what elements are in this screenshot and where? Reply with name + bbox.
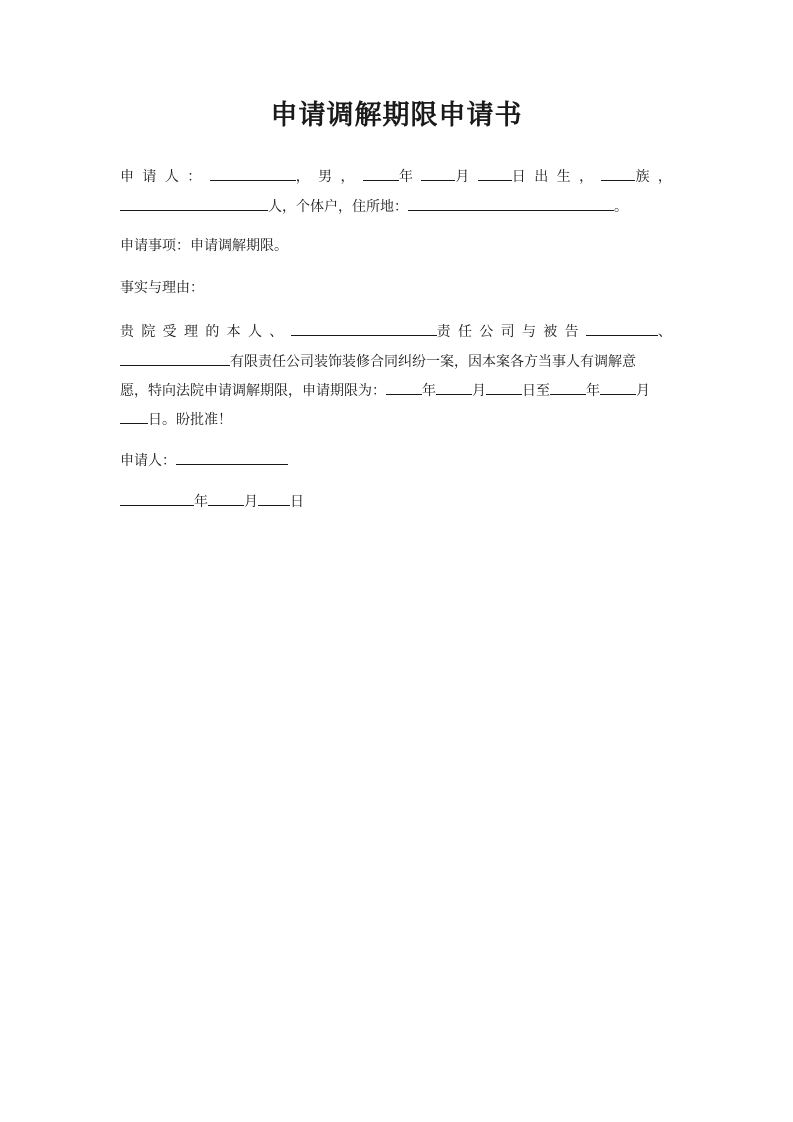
date-month-blank[interactable] bbox=[208, 491, 244, 506]
applicant-line-1 bbox=[120, 166, 672, 187]
end-year-blank[interactable] bbox=[550, 380, 586, 395]
facts-line-3 bbox=[120, 380, 672, 401]
defendant-blank[interactable] bbox=[586, 321, 658, 336]
company-blank[interactable] bbox=[291, 321, 437, 336]
application-matter: 申请事项：申请调解期限。 bbox=[120, 238, 288, 254]
char: 院 bbox=[141, 324, 156, 340]
name-blank[interactable] bbox=[210, 166, 296, 181]
hometown-blank[interactable] bbox=[120, 196, 268, 211]
char: 公 bbox=[479, 324, 494, 340]
char: 生 bbox=[556, 169, 571, 185]
day-text: 日 bbox=[290, 494, 304, 510]
punct: ， bbox=[657, 169, 672, 185]
date-day-blank[interactable] bbox=[258, 491, 290, 506]
year-text: 年 bbox=[194, 494, 208, 510]
punct: 。 bbox=[614, 199, 628, 215]
facts-text: 日。盼批准！ bbox=[148, 412, 232, 428]
char: ： bbox=[187, 169, 202, 185]
char: 责 bbox=[436, 324, 451, 340]
char: 被 bbox=[543, 324, 558, 340]
year-text: 年 bbox=[422, 383, 436, 399]
char: 司 bbox=[500, 324, 515, 340]
end-day-blank[interactable] bbox=[120, 409, 148, 424]
document-title: 申请调解期限申请书 bbox=[270, 100, 523, 131]
birth-year-blank[interactable] bbox=[363, 166, 399, 181]
char: 受 bbox=[162, 324, 177, 340]
char: 的 bbox=[205, 324, 220, 340]
char: 告 bbox=[564, 324, 579, 340]
punct: ， bbox=[579, 169, 594, 185]
facts-line-4 bbox=[120, 409, 672, 430]
char: 申 bbox=[120, 169, 134, 185]
date-year-blank[interactable] bbox=[120, 491, 194, 506]
birth-day-blank[interactable] bbox=[478, 166, 512, 181]
end-month-blank[interactable] bbox=[600, 380, 636, 395]
day-to-text: 日至 bbox=[522, 383, 550, 399]
signature-blank[interactable] bbox=[176, 450, 288, 465]
applicant-occupation-text: 人，个体户，住所地： bbox=[268, 199, 408, 215]
day-text: 日 bbox=[511, 169, 526, 185]
char: 人 bbox=[164, 169, 179, 185]
char: 人 bbox=[247, 324, 262, 340]
ethnic-text: 族 bbox=[635, 169, 650, 185]
start-year-blank[interactable] bbox=[386, 380, 422, 395]
signature-label: 申请人： bbox=[120, 453, 176, 469]
birth-month-blank[interactable] bbox=[421, 166, 455, 181]
defendant-company-blank[interactable] bbox=[120, 351, 230, 366]
punct: ， bbox=[295, 169, 310, 185]
facts-text: 有限责任公司装饰装修合同纠纷一案，因本案各方当事人有调解意 bbox=[230, 354, 636, 370]
applicant-line-2 bbox=[120, 196, 672, 217]
month-text: 月 bbox=[244, 494, 258, 510]
facts-label: 事实与理由： bbox=[120, 280, 204, 296]
month-text: 月 bbox=[455, 169, 470, 185]
punct: 、 bbox=[657, 324, 672, 340]
date-line bbox=[120, 491, 672, 512]
char: 与 bbox=[521, 324, 536, 340]
address-blank[interactable] bbox=[408, 196, 614, 211]
facts-line-1 bbox=[120, 321, 672, 342]
punct: ， bbox=[340, 169, 355, 185]
char: 贵 bbox=[120, 324, 134, 340]
char: 任 bbox=[457, 324, 472, 340]
facts-line-2 bbox=[120, 351, 672, 372]
facts-text: 愿，特向法院申请调解期限，申请期限为： bbox=[120, 383, 386, 399]
char: 、 bbox=[269, 324, 284, 340]
char: 本 bbox=[226, 324, 241, 340]
year-text: 年 bbox=[398, 169, 413, 185]
char: 请 bbox=[142, 169, 157, 185]
char: 理 bbox=[183, 324, 198, 340]
ethnicity-blank[interactable] bbox=[601, 166, 635, 181]
start-day-blank[interactable] bbox=[486, 380, 522, 395]
start-month-blank[interactable] bbox=[436, 380, 472, 395]
gender-text: 男 bbox=[318, 169, 333, 185]
year-text: 年 bbox=[586, 383, 600, 399]
month-text: 月 bbox=[472, 383, 486, 399]
char: 出 bbox=[534, 169, 549, 185]
signature-line bbox=[120, 450, 672, 471]
month-text: 月 bbox=[636, 383, 650, 399]
